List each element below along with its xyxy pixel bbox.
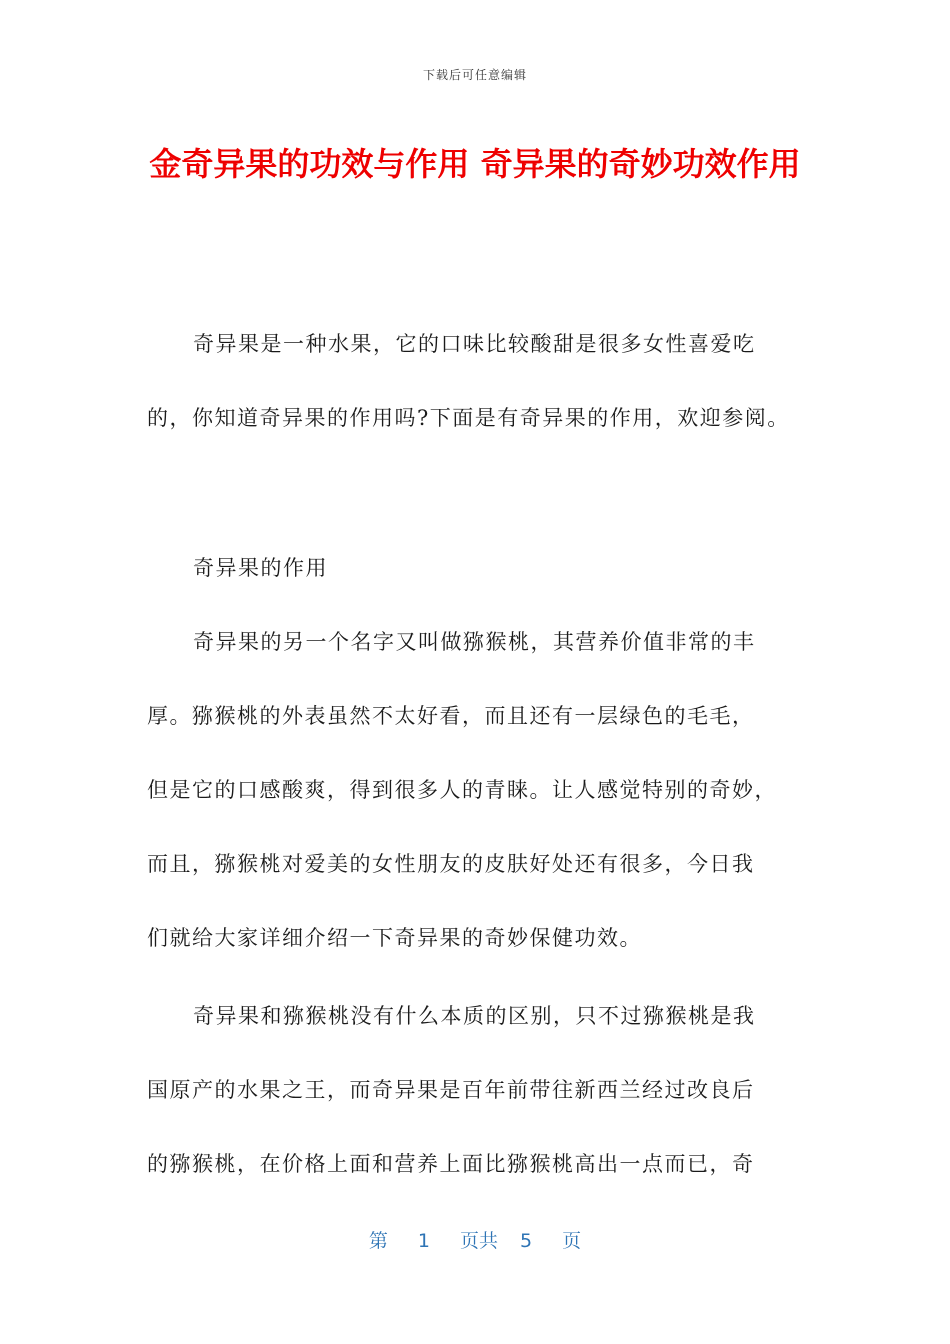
paragraph-line: 而且，猕猴桃对爱美的女性朋友的皮肤好处还有很多，今日我	[147, 852, 755, 876]
page-prefix: 第	[368, 1230, 388, 1252]
page-mid: 页共	[459, 1230, 498, 1252]
document-title: 金奇异果的功效与作用 奇异果的奇妙功效作用	[149, 145, 801, 183]
paragraph-line: 的猕猴桃，在价格上面和营养上面比猕猴桃高出一点而已，奇	[147, 1152, 755, 1176]
paragraph-line: 国原产的水果之王，而奇异果是百年前带往新西兰经过改良后	[147, 1078, 755, 1102]
paragraph-intro	[147, 330, 807, 478]
paragraph-line: 但是它的口感酸爽，得到很多人的青睐。让人感觉特别的奇妙，	[147, 778, 777, 802]
page-total: 5	[520, 1230, 533, 1252]
section-heading	[147, 554, 807, 628]
header-note: 下载后可任意编辑	[422, 68, 527, 82]
paragraph-line: 厚。猕猴桃的外表虽然不太好看，而且还有一层绿色的毛毛，	[147, 704, 755, 728]
page-footer	[0, 1226, 950, 1253]
paragraph-line: 们就给大家详细介绍一下奇异果的奇妙保健功效。	[147, 926, 642, 950]
section-heading-text: 奇异果的作用	[193, 556, 328, 580]
paragraph-body-2	[147, 1002, 807, 1224]
paragraph-line: 的，你知道奇异果的作用吗?下面是有奇异果的作用，欢迎参阅。	[147, 406, 790, 430]
page-number: 1	[417, 1230, 430, 1252]
paragraph-line: 奇异果是一种水果，它的口味比较酸甜是很多女性喜爱吃	[193, 332, 756, 356]
paragraph-body-1	[147, 628, 807, 998]
paragraph-line: 奇异果和猕猴桃没有什么本质的区别，只不过猕猴桃是我	[193, 1004, 756, 1028]
page-suffix: 页	[562, 1230, 582, 1252]
paragraph-line: 奇异果的另一个名字又叫做猕猴桃，其营养价值非常的丰	[193, 630, 756, 654]
